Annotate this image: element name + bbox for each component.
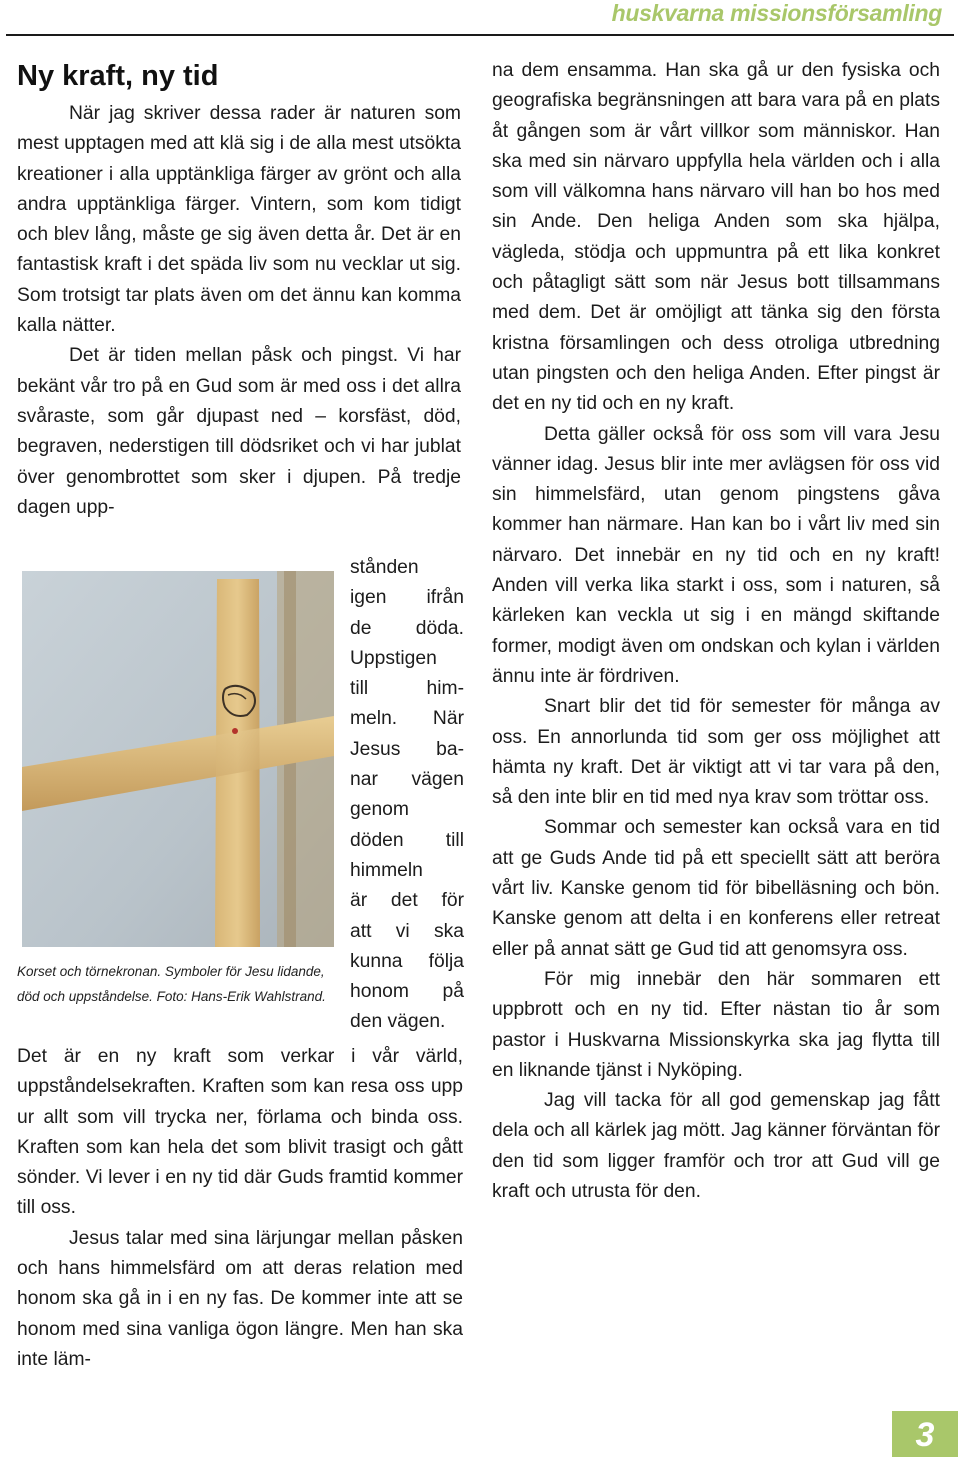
paragraph: Det är tiden mellan påsk och pingst. Vi har bekänt vår tro på en Gud som är med oss i det allra svåraste, som går djupast ned – korsfäst, död, begraven, nederstigen till dödsriket och vi har jublat över genombrottet som sker i djupen. På tredje dagen upp-: [17, 345, 461, 518]
left-column-top: [17, 99, 461, 523]
text-line: genom: [350, 799, 409, 821]
paragraph: Detta gäller också för oss som vill vara Jesu vänner idag. Jesus blir inte mer avlägsen för oss vid sin himmelsfärd, utan genom pingstens gåva kommer han närmare. Han kan bo i vårt liv med sin närvaro. Det innebär en ny tid och en ny kraft! Anden vill verka lika starkt i oss, som i naturen, så kärleken kan veckla ut sig i en mängd skiftande former, modigt även om ondskan och kylan i världen ännu inte är fördriven.: [492, 423, 940, 687]
header-rule: [6, 34, 954, 36]
paragraph: Snart blir det tid för semester för många av oss. En annorlunda tid som ger oss möjlighet att hämta ny kraft. Det är viktigt att vi tar vara på den, så den inte blir en tid med nya krav som tröttar oss.: [492, 696, 940, 809]
text-line: till him-: [350, 678, 464, 700]
text-line: meln. När: [350, 708, 464, 730]
text-line: stånden: [350, 557, 419, 578]
page-number: 3: [892, 1411, 958, 1457]
masthead: huskvarna missionsförsamling: [611, 0, 942, 26]
text-line: nar vägen: [350, 769, 464, 791]
text-line: döden till: [350, 829, 464, 851]
article-title: Ny kraft, ny tid: [17, 60, 219, 92]
text-line: igen ifrån: [350, 587, 464, 609]
paragraph: na dem ensamma. Han ska gå ur den fysiska och geografiska begränsningen att bara vara på en plats åt gången som är vårt villkor som människor. Han ska med sin närvaro uppfylla hela världen och i alla som vill välkomna hans närvaro vill han bo hos med sin Ande. Den heliga Anden som ska hjälpa, vägleda, stödja och uppmuntra på ett lika konkret och påtagligt sätt som när Jesus bott tillsammans med dem. Det är omöjligt att tänka sig den första kristna församlingen och dess otroliga utbredning utan pingsten och den heliga Anden. Efter pingst är det en ny tid och en ny kraft.: [492, 60, 940, 415]
text-line: de döda.: [350, 617, 464, 639]
left-column-bottom: [17, 1042, 463, 1375]
photo-caption: Korset och törnekronan. Symboler för Jesu lidande, död och uppståndelse. Foto: Hans-Erik Wahlstrand.: [17, 964, 326, 1004]
right-column: [492, 56, 940, 1207]
text-line: Uppstigen: [350, 647, 437, 669]
paragraph: Sommar och semester kan också vara en tid att ge Guds Ande tid på ett speciellt sätt att beröra vårt liv. Kanske genom tid för bibelläsning och bön. Kanske genom att delta i en konferens eller retreat eller på annat sätt ge Gud tid att genomsyra oss.: [492, 817, 940, 960]
paragraph: Det är en ny kraft som verkar i vår värld, uppståndelsekraften. Kraften som kan resa oss upp ur allt som vill trycka ner, förlama och binda oss. Kraften som kan hela det som blivit trasigt och gått sönder. Vi lever i en ny tid där Guds framtid kommer till oss.: [17, 1046, 463, 1219]
text-line: är det för: [350, 890, 464, 912]
text-line: att vi ska: [350, 920, 464, 942]
text-line: den vägen.: [350, 1011, 446, 1033]
text-line: Jesus ba-: [350, 738, 464, 760]
text-line: himmeln: [350, 859, 423, 881]
paragraph: Jag vill tacka för all god gemenskap jag fått dela och all kärlek jag mött. Jag känner förväntan för den tid som ligger framför och tror att Gud vill ge kraft och utrusta för den.: [492, 1090, 940, 1202]
text-line: kunna följa: [350, 950, 464, 972]
cross-photo: [22, 571, 334, 947]
paragraph: För mig innebär den här sommaren ett uppbrott och en ny tid. Efter nästan tio år som pastor i Huskvarna Missionskyrka ska jag flytta till en liknande tjänst i Nyköping.: [492, 968, 940, 1081]
paragraph: Jesus talar med sina lärjungar mellan påsken och hans himmelsfärd om att deras relation med honom ska gå in i en ny fas. De kommer inte att se honom med sina vanliga ögon längre. Men han ska inte läm-: [17, 1227, 463, 1370]
wrap-text-column: [350, 553, 464, 1038]
text-line: honom på: [350, 981, 464, 1003]
paragraph: När jag skriver dessa rader är naturen som mest upptagen med att klä sig i de alla mest utsökta kreationer i alla upptänkliga färger av grönt och alla andra upptänkliga färger. Vintern, som kom tidigt och blev lång, måste ge sig även detta år. Det är en fantastisk kraft i det späda liv som nu vecklar ut sig. Som trotsigt tar plats även om det ännu kan komma kalla nätter.: [17, 103, 461, 337]
